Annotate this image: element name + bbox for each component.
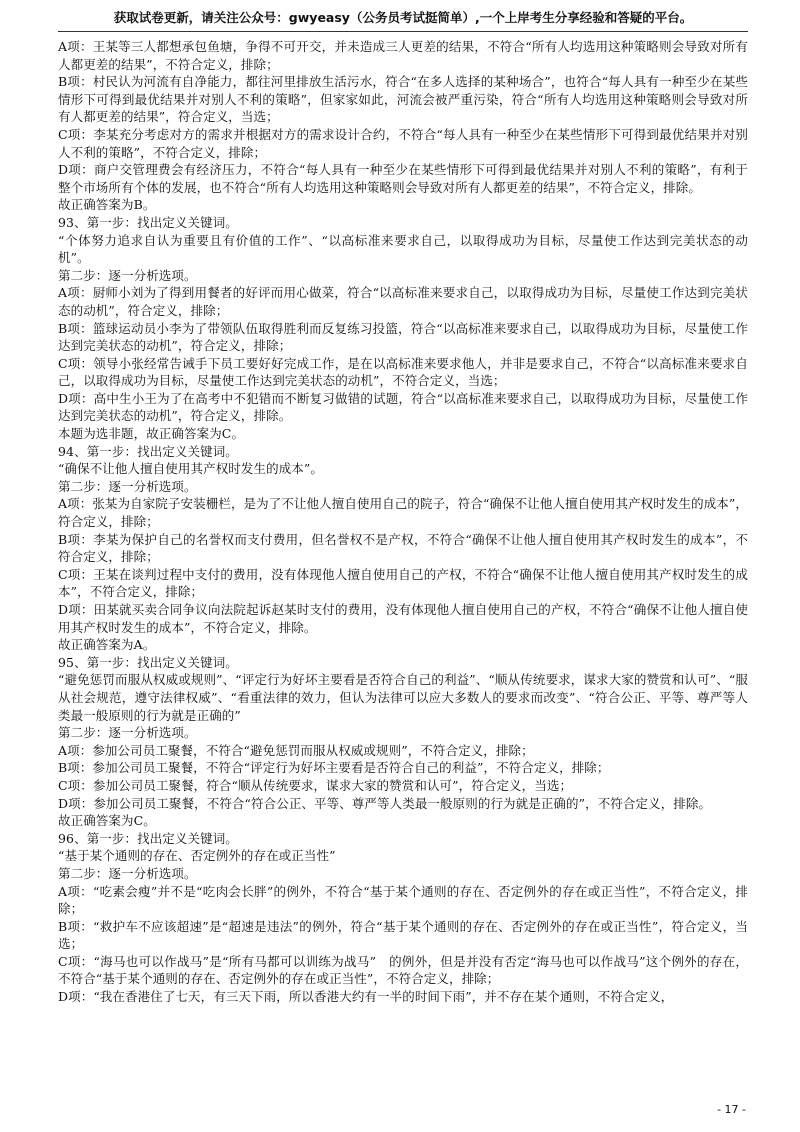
text-line: D项：商户交管理费会有经济压力，不符合“每人具有一种至少在某些情形下可得到最优结果并对别人不利的策略”，有利于整个市场所有个体的发展，也不符合“所有人均选用这种策略则会导致对所有人都更差的结果”，不符合定义，排除。 (58, 162, 748, 195)
text-line: 93、第一步：找出定义关键词。 (58, 214, 238, 230)
text-line: C项：“海马也可以作战马”是“所有马都可以训练为战马” 的例外，但是并没有否定“海马也可以作战马”这个例外的存在，不符合“基于某个通则的存在、否定例外的存在或正当性”，不符合定义，排除； (58, 953, 748, 987)
text-line: “基于某个通则的存在、否定例外的存在或正当性” (58, 848, 336, 864)
text-line: B项：参加公司员工聚餐，不符合“评定行为好坏主要看是否符合自己的利益”，不符合定义，排除； (58, 760, 610, 776)
document-body (58, 38, 748, 1006)
text-line: C项：王某在谈判过程中支付的费用，没有体现他人擅自使用自己的产权，不符合“确保不让他人擅自使用其产权时发生的成本”，不符合定义，排除； (58, 566, 748, 600)
text-line: 95、第一步：找出定义关键词。 (58, 654, 238, 670)
text-line: B项：李某为保护自己的名誉权而支付费用，但名誉权不是产权，不符合“确保不让他人擅自使用其产权时发生的成本”，不符合定义，排除； (58, 531, 748, 565)
text-line: C项：领导小张经常告诫手下员工要好好完成工作，是在以高标准来要求他人，并非是要求自己，不符合“以高标准来要求自己，以取得成功为目标，尽量使工作达到完美状态的动机”，不符合定义，当选； (58, 355, 748, 389)
text-line: “个体努力追求自认为重要且有价值的工作”、“以高标准来要求自己，以取得成功为目标，尽量使工作达到完美状态的动机”。 (58, 232, 748, 266)
text-line: 第二步：逐一分析选项。 (58, 478, 197, 494)
text-line: “避免惩罚而服从权威或规则”、“评定行为好坏主要看是否符合自己的利益”、“顺从传统要求，谋求大家的赞赏和认可”、“服从社会规范，遵守法律权威”、“看重法律的效力，但认为法律可以应大多数人的要求而改变”、“符合公正、平等、尊严等人类最一般原则的行为就是正确的” (58, 672, 748, 723)
text-line: B项：“救护车不应该超速”是“超速是违法”的例外，符合“基于某个通则的存在、否定例外的存在或正当性”，符合定义，当选； (58, 918, 748, 952)
text-line: D项：参加公司员工聚餐，不符合“符合公正、平等、尊严等人类最一般原则的行为就是正确的”，不符合定义，排除。 (58, 795, 712, 811)
page-header: 获取试卷更新，请关注公众号：gwyeasy（公务员考试挺简单）,一个上岸考生分享经验和答疑的平台。 (113, 10, 693, 25)
text-line: A项：“吃素会瘦”并不是“吃肉会长胖”的例外，不符合“基于某个通则的存在、否定例外的存在或正当性”，不符合定义，排除； (58, 883, 748, 917)
header-divider (58, 31, 748, 32)
text-line: 第二步：逐一分析选项。 (58, 865, 197, 881)
text-line: 94、第一步：找出定义关键词。 (58, 443, 238, 459)
text-line: 96、第一步：找出定义关键词。 (58, 830, 238, 846)
text-line: B项：篮球运动员小李为了带领队伍取得胜利而反复练习投篮，符合“以高标准来要求自己，以取得成功为目标，尽量使工作达到完美状态的动机”，符合定义，排除； (58, 320, 748, 354)
page-number: - 17 - (717, 1103, 746, 1116)
text-line: 第二步：逐一分析选项。 (58, 267, 197, 283)
text-line: A项：王某等三人都想承包鱼塘，争得不可开交，并未造成三人更差的结果，不符合“所有人均选用这种策略则会导致对所有人都更差的结果”，不符合定义，排除； (58, 39, 748, 72)
text-line: A项：参加公司员工聚餐，不符合“避免惩罚而服从权威或规则”，不符合定义，排除； (58, 742, 534, 758)
text-line: 故正确答案为C。 (58, 813, 156, 829)
text-line: C项：李某充分考虑对方的需求并根据对方的需求设计合约，不符合“每人具有一种至少在某些情形下可得到最优结果并对别人不利的策略”，不符合定义，排除； (58, 126, 748, 160)
text-line: A项：张某为自家院子安装栅栏，是为了不让他人擅自使用自己的院子，符合“确保不让他人擅自使用其产权时发生的成本”，符合定义，排除； (58, 496, 748, 530)
text-line: 本题为选非题，故正确答案为C。 (58, 426, 245, 442)
text-line: 故正确答案为B。 (58, 197, 156, 213)
text-line: D项：高中生小王为了在高考中不犯错而不断复习做错的试题，符合“以高标准来要求自己，以取得成功为目标，尽量使工作达到完美状态的动机”，符合定义，排除。 (58, 390, 748, 424)
text-line: B项：村民认为河流有自净能力，都往河里排放生活污水，符合“在多人选择的某种场合”，也符合“每人具有一种至少在某些情形下可得到最优结果并对别人不利的策略”，但家家如此，河流会被严重污染，符合“所有人均选用这种策略则会导致对所有人都更差的结果”，符合定义，当选； (58, 74, 748, 125)
text-line: 第二步：逐一分析选项。 (58, 725, 197, 741)
text-line: D项：“我在香港住了七天，有三天下雨，所以香港大约有一半的时间下雨”，并不存在某个通则，不符合定义， (58, 989, 674, 1005)
text-line: A项：厨师小刘为了得到用餐者的好评而用心做菜，符合“以高标准来要求自己，以取得成功为目标，尽量使工作达到完美状态的动机”，符合定义，排除； (58, 285, 748, 318)
text-line: 故正确答案为A。 (58, 637, 156, 653)
text-line: C项：参加公司员工聚餐，符合“顺从传统要求，谋求大家的赞赏和认可”，符合定义，当选； (58, 777, 573, 793)
text-line: “确保不让他人擅自使用其产权时发生的成本”。 (58, 461, 323, 477)
text-line: D项：田某就买卖合同争议向法院起诉赵某时支付的费用，没有体现他人擅自使用自己的产权，不符合“确保不让他人擅自使用其产权时发生的成本”，不符合定义，排除。 (58, 602, 748, 635)
